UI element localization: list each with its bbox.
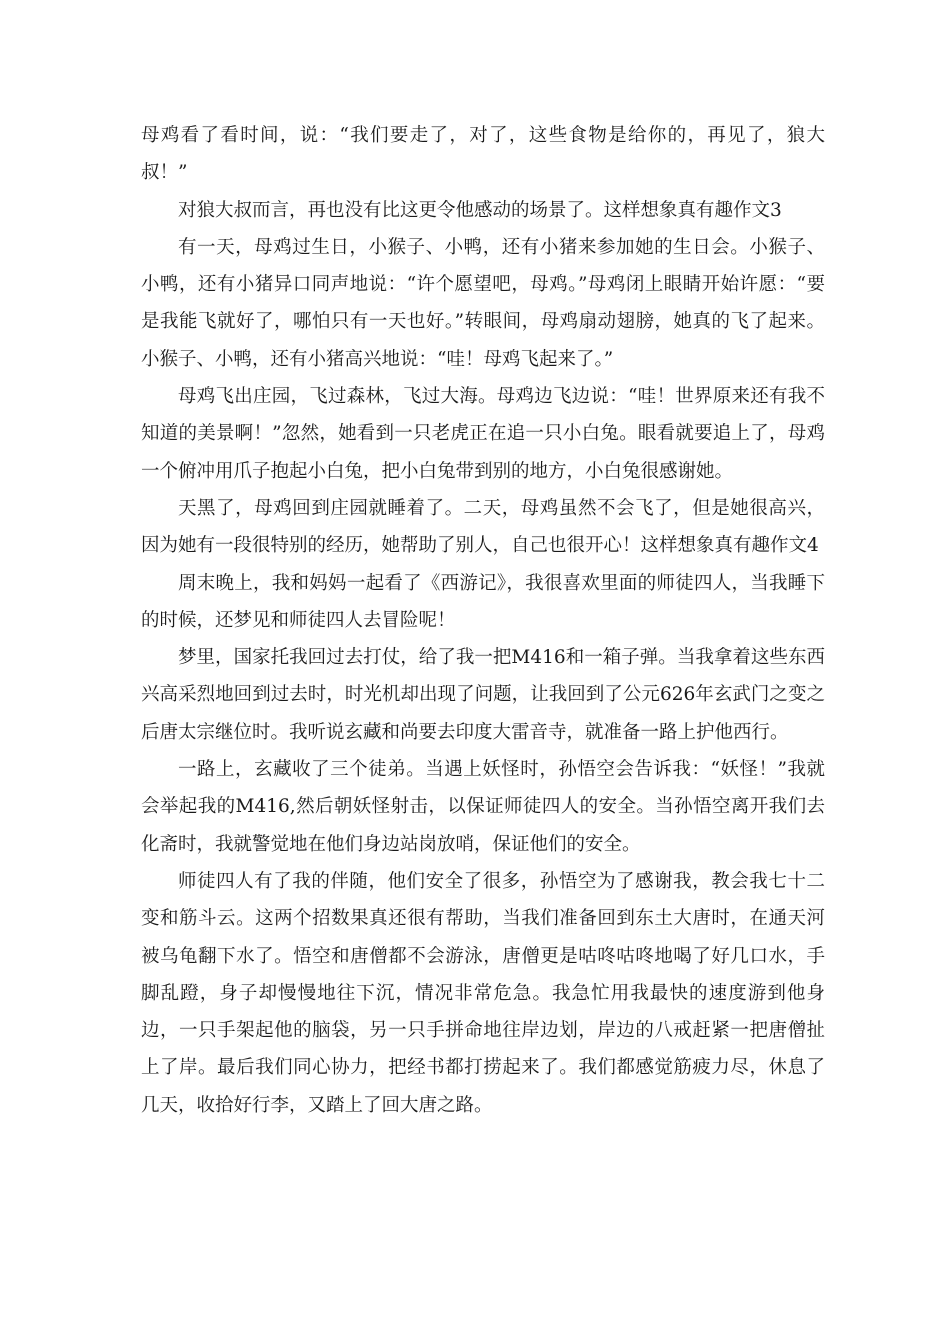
paragraph-6: 周末晚上，我和妈妈一起看了《西游记》，我很喜欢里面的师徒四人，当我睡下的时候，还梦见和师徒四人去冒险呢！ bbox=[141, 572, 825, 631]
paragraph-9: 师徒四人有了我的伴随，他们安全了很多，孙悟空为了感谢我，教会我七十二变和筋斗云。这两个招数果真还很有帮助，当我们准备回到东土大唐时，在通天河被乌龟翻下水了。悟空和唐僧都不会游泳，唐僧更是咕咚咕咚地喝了好几口水，手脚乱蹬，身子却慢慢地往下沉，情况非常危急。我急忙用我最快的速度游到他身边，一只手架起他的脑袋，另一只手拼命地往岸边划，岸边的八戒赶紧一把唐僧扯上了岸。最后我们同心协力，把经书都打捞起来了。我们都感觉筋疲力尽，休息了几天，收拾好行李，又踏上了回大唐之路。 bbox=[141, 870, 825, 1116]
paragraph-1: 母鸡看了看时间，说：“我们要走了，对了，这些食物是给你的，再见了，狼大叔！” bbox=[141, 125, 825, 184]
paragraph-5: 天黑了，母鸡回到庄园就睡着了。二天，母鸡虽然不会飞了，但是她很高兴，因为她有一段很特别的经历，她帮助了别人，自己也很开心！这样想象真有趣作文4 bbox=[141, 497, 825, 557]
document-page bbox=[141, 117, 825, 1124]
paragraph-7: 梦里，国家托我回过去打仗，给了我一把M416和一箱子弹。当我拿着这些东西兴高采烈地回到过去时，时光机却出现了问题，让我回到了公元626年玄武门之变之后唐太宗继位时。我听说玄藏和尚要去印度大雷音寺，就准备一路上护他西行。 bbox=[141, 647, 825, 743]
paragraph-2: 对狼大叔而言，再也没有比这更令他感动的场景了。这样想象真有趣作文3 bbox=[178, 199, 782, 221]
paragraph-8: 一路上，玄藏收了三个徒弟。当遇上妖怪时，孙悟空会告诉我：“妖怪！”我就会举起我的M416,然后朝妖怪射击，以保证师徒四人的安全。当孙悟空离开我们去化斋时，我就警觉地在他们身边站岗放哨，保证他们的安全。 bbox=[141, 759, 825, 855]
paragraph-3: 有一天，母鸡过生日，小猴子、小鸭，还有小猪来参加她的生日会。小猴子、小鸭，还有小猪异口同声地说：“许个愿望吧，母鸡。”母鸡闭上眼睛开始许愿：“要是我能飞就好了，哪怕只有一天也好。”转眼间，母鸡扇动翅膀，她真的飞了起来。小猴子、小鸭，还有小猪高兴地说：“哇！母鸡飞起来了。” bbox=[141, 236, 825, 370]
paragraph-4: 母鸡飞出庄园，飞过森林，飞过大海。母鸡边飞边说：“哇！世界原来还有我不知道的美景啊！”忽然，她看到一只老虎正在追一只小白兔。眼看就要追上了，母鸡一个俯冲用爪子抱起小白兔，把小白兔带到别的地方，小白兔很感谢她。 bbox=[141, 386, 825, 482]
